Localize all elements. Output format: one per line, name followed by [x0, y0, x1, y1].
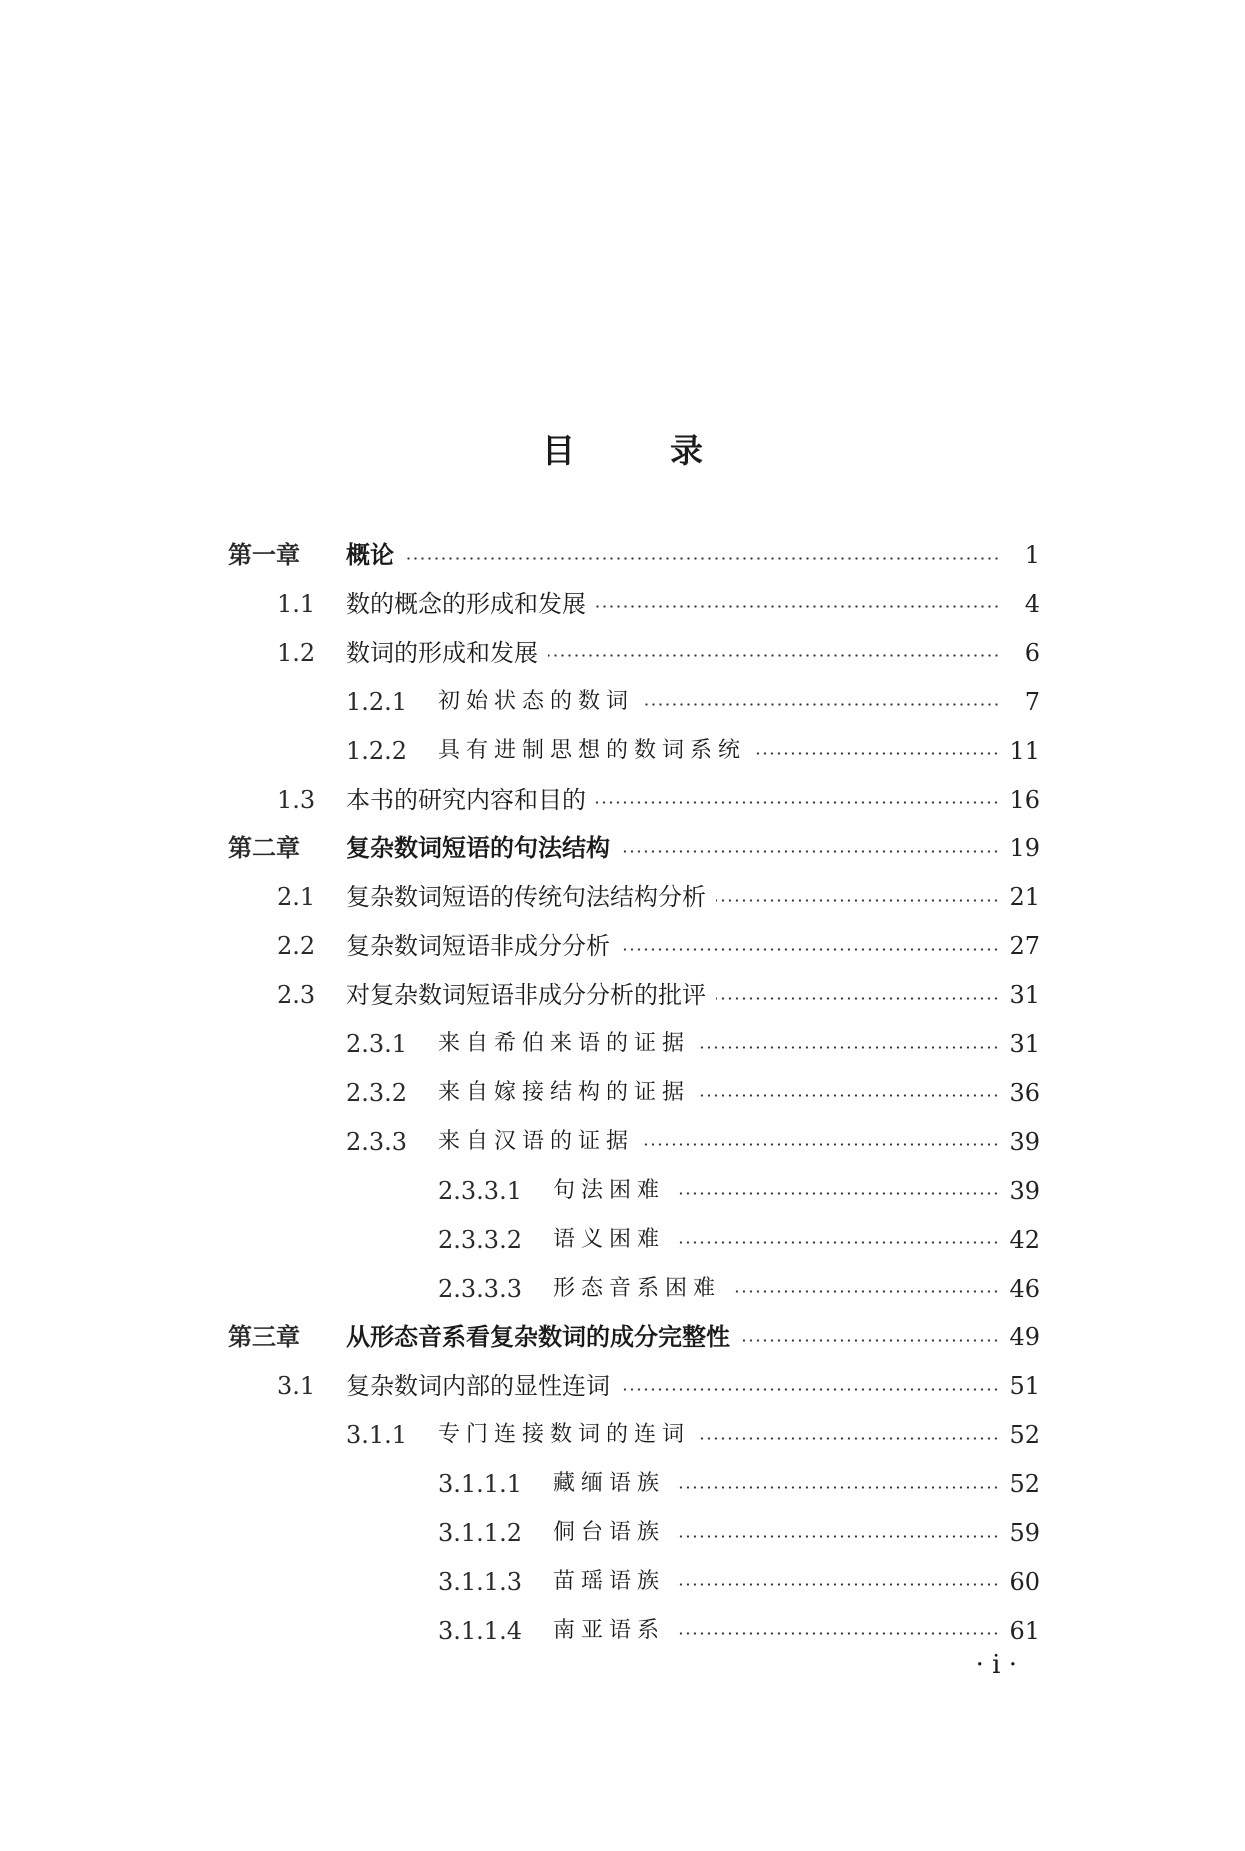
- dot-leader: [700, 1437, 999, 1440]
- toc-entry-number: 1.1: [277, 589, 316, 618]
- toc-entry[interactable]: [346, 1073, 1040, 1113]
- toc-entry[interactable]: [277, 633, 1040, 673]
- toc-entry[interactable]: [346, 731, 1040, 771]
- toc-entry-page: 31: [1009, 1030, 1040, 1058]
- toc-entry[interactable]: [228, 828, 1040, 868]
- toc-entry-title: 概论: [346, 541, 394, 569]
- toc-entry-page: 1: [1024, 541, 1040, 569]
- toc-entry-number: 2.1: [277, 883, 316, 912]
- toc-entry-title: 复杂数词短语非成分分析: [346, 932, 610, 961]
- toc-entry-title: 复杂数词内部的显性连词: [346, 1372, 610, 1401]
- title-char-2: 录: [670, 431, 703, 470]
- toc-entry-title: 本书的研究内容和目的: [346, 785, 586, 814]
- toc-entry[interactable]: [277, 877, 1040, 917]
- toc-entry[interactable]: [346, 1024, 1040, 1064]
- toc-entry-number: 1.2.2: [346, 736, 408, 765]
- toc-entry-title: 复杂数词短语的句法结构: [346, 834, 610, 863]
- dot-leader: [740, 1339, 999, 1342]
- toc-entry-page: 27: [1009, 932, 1040, 961]
- toc-entry-page: 61: [1009, 1616, 1040, 1645]
- toc-entry-number: 第二章: [228, 834, 300, 863]
- toc-entry[interactable]: [346, 1415, 1040, 1455]
- toc-entry[interactable]: [228, 535, 1040, 575]
- dot-leader: [548, 654, 1000, 657]
- toc-entry-title: 具有进制思想的数词系统: [438, 737, 747, 763]
- dot-leader: [675, 1192, 999, 1195]
- toc-entry-page: 39: [1009, 1127, 1040, 1156]
- toc-entry-number: 1.3: [277, 785, 316, 814]
- dot-leader: [620, 850, 999, 853]
- dot-leader: [716, 997, 999, 1000]
- toc-entry-number: 2.3.3.3: [438, 1274, 522, 1303]
- toc-entry-number: 2.3.2: [346, 1078, 408, 1107]
- toc-entry-number: 3.1.1.4: [438, 1616, 522, 1645]
- toc-entry-title: 专门连接数词的连词: [438, 1422, 691, 1448]
- toc-entry-title: 对复杂数词短语非成分分析的批评: [346, 981, 706, 1010]
- toc-entry-title: 数词的形成和发展: [346, 638, 538, 667]
- toc-entry[interactable]: [438, 1562, 1040, 1602]
- toc-entry[interactable]: [438, 1464, 1040, 1504]
- toc-entry-title: 句法困难: [553, 1177, 666, 1203]
- folio-number: · i ·: [975, 1650, 1017, 1680]
- toc-entry-number: 3.1.1: [346, 1421, 408, 1450]
- dot-leader: [620, 948, 999, 951]
- dot-leader: [644, 703, 1000, 706]
- dot-leader: [404, 557, 1000, 560]
- toc-entry-number: 2.3.1: [346, 1030, 408, 1058]
- toc-entry-page: 39: [1009, 1176, 1040, 1205]
- toc-entry-number: 2.3.3: [346, 1127, 408, 1156]
- toc-entry-page: 60: [1009, 1567, 1040, 1596]
- dot-leader: [596, 605, 1000, 608]
- toc-entry-title: 南亚语系: [553, 1617, 666, 1643]
- toc-entry[interactable]: [228, 1317, 1040, 1357]
- toc-entry-page: 19: [1009, 834, 1040, 863]
- dot-leader: [756, 752, 999, 755]
- toc-entry-page: 51: [1009, 1372, 1040, 1401]
- toc-entry-page: 49: [1009, 1323, 1040, 1352]
- toc-entry-page: 31: [1009, 981, 1040, 1010]
- toc-entry[interactable]: [346, 1122, 1040, 1162]
- toc-entry-page: 7: [1024, 687, 1040, 716]
- dot-leader: [716, 899, 999, 902]
- toc-entry-title: 数的概念的形成和发展: [346, 589, 586, 618]
- toc-entry-title: 苗瑶语族: [553, 1568, 666, 1594]
- toc-entry-number: 1.2.1: [346, 687, 408, 716]
- toc-entry[interactable]: [277, 1366, 1040, 1406]
- toc-entry-number: 3.1.1.2: [438, 1519, 522, 1547]
- dot-leader: [596, 801, 999, 804]
- toc-entry-title: 侗台语族: [553, 1520, 666, 1545]
- toc-entry-page: 11: [1009, 736, 1040, 765]
- toc-entry-number: 第三章: [228, 1323, 300, 1352]
- toc-entry-page: 52: [1009, 1421, 1040, 1450]
- toc-entry-page: 6: [1024, 638, 1040, 667]
- toc-entry-title: 形态音系困难: [553, 1275, 722, 1301]
- dot-leader: [700, 1046, 999, 1049]
- dot-leader: [675, 1241, 999, 1244]
- toc-entry-number: 第一章: [228, 541, 300, 569]
- toc-entry-page: 4: [1024, 589, 1040, 618]
- toc-entry-title: 来自嫁接结构的证据: [438, 1079, 691, 1105]
- toc-entry-page: 16: [1009, 785, 1040, 814]
- toc-entry-page: 59: [1009, 1519, 1040, 1547]
- toc-entry-page: 46: [1009, 1274, 1040, 1303]
- toc-entry[interactable]: [438, 1171, 1040, 1211]
- toc-entry-title: 来自汉语的证据: [438, 1128, 635, 1154]
- toc-entry-page: 21: [1009, 883, 1040, 912]
- toc-entry-number: 3.1.1.1: [438, 1470, 522, 1499]
- toc-entry-title: 初始状态的数词: [438, 688, 635, 714]
- toc-entry-title: 来自希伯来语的证据: [438, 1031, 691, 1056]
- dot-leader: [700, 1094, 999, 1097]
- toc-entry-number: 1.2: [277, 638, 316, 667]
- dot-leader: [675, 1535, 999, 1538]
- toc-entry-page: 52: [1009, 1470, 1040, 1499]
- toc-entry[interactable]: [277, 975, 1040, 1015]
- dot-leader: [644, 1143, 999, 1146]
- dot-leader: [620, 1388, 999, 1391]
- toc-entry-page: 36: [1009, 1078, 1040, 1107]
- dot-leader: [675, 1486, 999, 1489]
- dot-leader: [675, 1583, 999, 1586]
- dot-leader: [731, 1290, 999, 1293]
- toc-entry-number: 2.3: [277, 981, 316, 1010]
- toc-entry-number: 3.1.1.3: [438, 1567, 522, 1596]
- toc-entry-number: 2.2: [277, 932, 316, 961]
- toc-entry[interactable]: [438, 1269, 1040, 1309]
- toc-entry-number: 2.3.3.1: [438, 1176, 522, 1205]
- toc-entry-title: 复杂数词短语的传统句法结构分析: [346, 883, 706, 912]
- page-folio: [0, 1650, 1245, 1680]
- toc-entry-title: 语义困难: [553, 1226, 666, 1252]
- toc-entry-title: 从形态音系看复杂数词的成分完整性: [346, 1323, 730, 1352]
- toc-entry[interactable]: [277, 584, 1040, 624]
- toc-entry-number: 2.3.3.2: [438, 1225, 522, 1254]
- toc-entry-page: 42: [1009, 1225, 1040, 1254]
- toc-entry-title: 藏缅语族: [553, 1471, 666, 1497]
- toc-entry-number: 3.1: [277, 1372, 316, 1401]
- toc-entry[interactable]: [438, 1513, 1040, 1553]
- toc-entry[interactable]: [277, 926, 1040, 966]
- toc-entry[interactable]: [438, 1220, 1040, 1260]
- toc-entry[interactable]: [277, 780, 1040, 820]
- toc-entry[interactable]: [346, 682, 1040, 722]
- dot-leader: [675, 1632, 999, 1635]
- toc-entry[interactable]: [438, 1611, 1040, 1651]
- title-char-1: 目: [542, 431, 575, 470]
